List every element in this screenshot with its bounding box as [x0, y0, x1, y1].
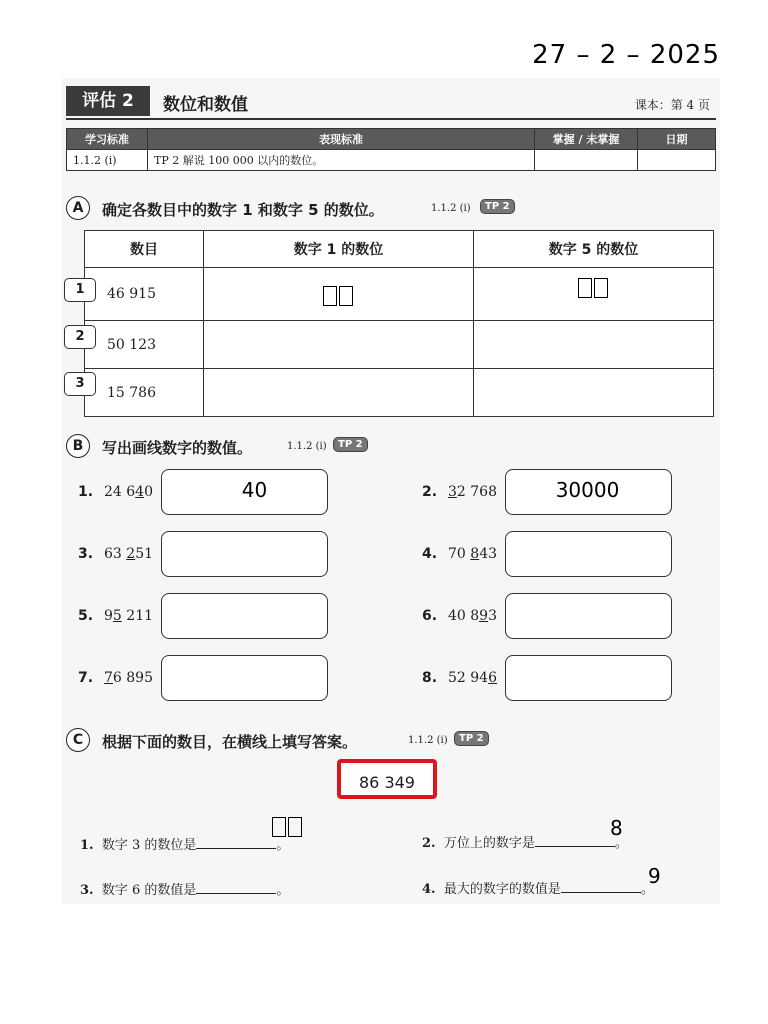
textbook-reference: 课本：第 4 页 — [634, 98, 710, 112]
question-number-value: 32 768 — [448, 484, 498, 500]
question-number: 4. — [422, 546, 438, 562]
fill-in-question: 1. 数字 3 的数位是 。 — [80, 838, 290, 853]
answer-blank[interactable] — [196, 847, 276, 849]
answer-box[interactable] — [161, 655, 328, 701]
section-b-tp-badge: TP 2 — [333, 437, 368, 452]
answer-box[interactable] — [161, 593, 328, 639]
table-row — [85, 268, 714, 321]
answer-box[interactable] — [505, 593, 672, 639]
answer-box[interactable] — [505, 531, 672, 577]
question-number: 1. — [78, 484, 94, 500]
header-divider — [66, 118, 716, 120]
answer-blank[interactable] — [196, 892, 276, 894]
worksheet-title: 数位和数值 — [163, 95, 248, 115]
section-a-standard-tag: 1.1.2 (i) — [431, 203, 471, 214]
row-label: 3 — [64, 372, 96, 396]
handwritten-answer: 9 — [648, 864, 661, 888]
section-b-marker: B — [66, 434, 90, 458]
row-number-value: 50 123 — [85, 321, 204, 369]
answer-blank[interactable] — [535, 845, 615, 847]
table-header-digit5: 数字 5 的数位 — [474, 231, 714, 268]
question-number-value: 95 211 — [104, 608, 154, 624]
table-header-digit1: 数字 1 的数位 — [204, 231, 474, 268]
target-number-box: 86 349 — [337, 759, 437, 799]
section-a-instruction: 确定各数目中的数字 1 和数字 5 的数位。 — [102, 201, 384, 219]
section-c-standard-tag: 1.1.2 (i) — [408, 735, 448, 746]
standards-cell[interactable] — [535, 150, 638, 171]
section-a-tp-badge: TP 2 — [480, 199, 515, 214]
row-label: 2 — [64, 325, 96, 349]
answer-blank[interactable] — [561, 891, 641, 893]
question-number: 5. — [78, 608, 94, 624]
table-row — [85, 369, 714, 417]
table-row — [85, 321, 714, 369]
standards-table — [66, 128, 716, 171]
section-b-standard-tag: 1.1.2 (i) — [287, 441, 327, 452]
answer-cell-digit1[interactable] — [204, 268, 474, 321]
table-header-number: 数目 — [85, 231, 204, 268]
fill-in-question: 4. 最大的数字的数值是 。 — [422, 882, 654, 897]
question-number-value: 70 843 — [448, 546, 498, 562]
question-number: 6. — [422, 608, 438, 624]
question-number-value: 40 893 — [448, 608, 498, 624]
answer-cell-digit5[interactable] — [474, 321, 714, 369]
answer-cell-digit1[interactable] — [204, 369, 474, 417]
handwritten-answer-glyphs — [578, 274, 610, 298]
standards-cell[interactable] — [638, 150, 716, 171]
fill-in-question: 2. 万位上的数字是 。 — [422, 836, 628, 851]
handwritten-date: 27 – 2 – 2025 — [532, 40, 720, 70]
row-number-value: 15 786 — [85, 369, 204, 417]
answer-box[interactable] — [505, 655, 672, 701]
question-number-value: 76 895 — [104, 670, 154, 686]
standards-header: 表现标准 — [148, 129, 535, 150]
section-c-marker: C — [66, 728, 90, 752]
section-c-instruction: 根据下面的数目，在横线上填写答案。 — [102, 733, 358, 751]
question-number-value: 52 946 — [448, 670, 498, 686]
section-c-tp-badge: TP 2 — [454, 731, 489, 746]
handwritten-answer-glyphs — [323, 282, 355, 306]
section-a-table — [84, 230, 714, 417]
row-label: 1 — [64, 278, 96, 302]
standards-cell: TP 2 解说 100 000 以内的数位。 — [148, 150, 535, 171]
section-b-instruction: 写出画线数字的数值。 — [102, 439, 253, 457]
answer-box[interactable] — [161, 531, 328, 577]
section-a-marker: A — [66, 196, 90, 220]
standards-header: 掌握 / 未掌握 — [535, 129, 638, 150]
handwritten-answer-glyphs — [272, 816, 304, 837]
question-number: 3. — [78, 546, 94, 562]
handwritten-answer: 8 — [610, 816, 623, 840]
answer-cell-digit5[interactable] — [474, 268, 714, 321]
question-number: 8. — [422, 670, 438, 686]
standards-cell: 1.1.2 (i) — [67, 150, 148, 171]
assessment-badge: 评估 2 — [66, 86, 150, 116]
answer-cell-digit5[interactable] — [474, 369, 714, 417]
question-number: 2. — [422, 484, 438, 500]
answer-cell-digit1[interactable] — [204, 321, 474, 369]
handwritten-answer: 40 — [241, 478, 268, 502]
fill-in-question: 3. 数字 6 的数值是 。 — [80, 883, 290, 898]
question-number-value: 24 640 — [104, 484, 154, 500]
standards-header: 日期 — [638, 129, 716, 150]
question-number-value: 63 251 — [104, 546, 154, 562]
question-number: 7. — [78, 670, 94, 686]
row-number-value: 46 915 — [85, 268, 204, 321]
standards-header: 学习标准 — [67, 129, 148, 150]
handwritten-answer: 30000 — [555, 478, 620, 502]
